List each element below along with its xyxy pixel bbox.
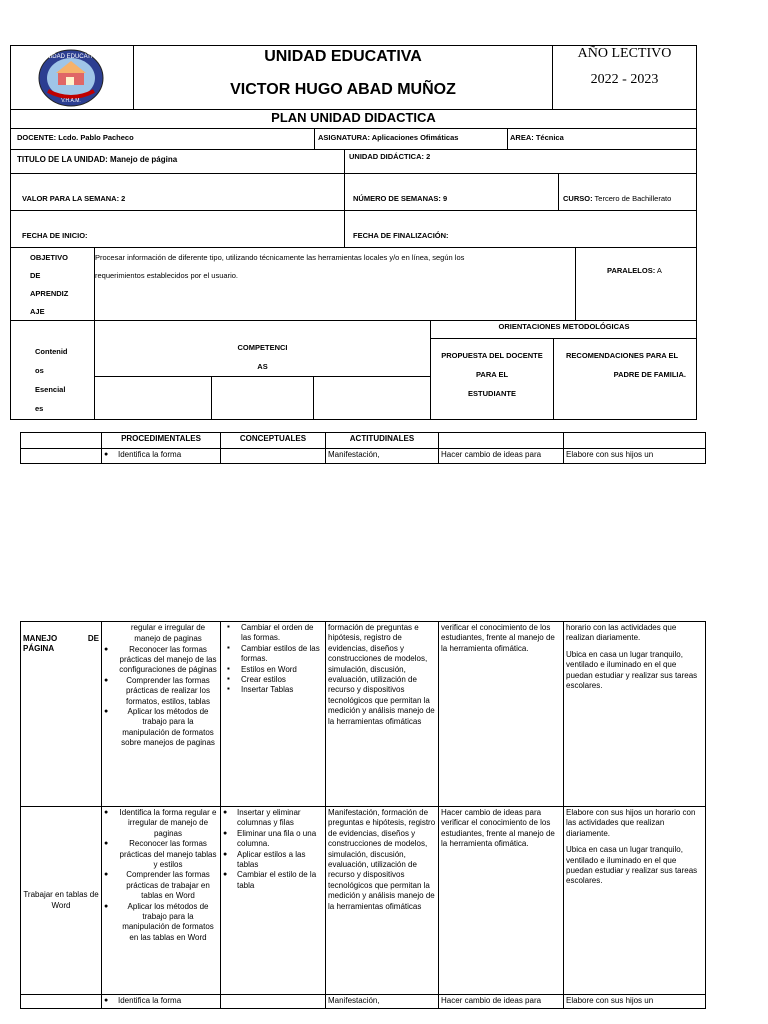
header-actitudinales: ACTITUDINALES (326, 433, 439, 449)
empty-header (21, 433, 102, 449)
divider (507, 128, 508, 150)
table-cell (102, 995, 221, 1009)
titulo-label: TITULO DE LA UNIDAD: (17, 155, 108, 164)
list-item: ● Eliminar una fila o una columna. (223, 829, 323, 850)
header-conceptuales: CONCEPTUALES (221, 433, 326, 449)
orientaciones-label: ORIENTACIONES METODOLÓGICAS (498, 322, 630, 331)
content-cell: MANEJO DE PÁGINA (21, 622, 102, 807)
list-item: ● Aplicar los métodos de trabajo para la manipulación de formatos en las tablas en Word (104, 902, 218, 944)
conc-cell (221, 807, 326, 995)
table-cell: Elabore con sus hijos un (564, 449, 706, 464)
list-item: ● Identifica la forma (104, 450, 218, 460)
list-item: ▪ Cambiar estilos de las formas. (223, 644, 323, 665)
table-row (21, 807, 706, 995)
competencias-label: COMPETENCI AS (237, 343, 288, 371)
list-item: ● Cambiar el estilo de la tabla (223, 870, 323, 891)
conc-cell (221, 622, 326, 807)
objetivo-label: OBJETIVO DE APRENDIZ AJE (30, 253, 69, 316)
svg-text:UNIDAD EDUCATIVA: UNIDAD EDUCATIVA (41, 54, 101, 60)
list-item: ● Aplicar estilos a las tablas (223, 850, 323, 871)
table-cell (21, 995, 102, 1009)
plan-title: PLAN UNIDAD DIDACTICA (10, 109, 697, 129)
logo-cell (10, 45, 134, 110)
year-value: 2022 - 2023 (590, 72, 659, 87)
divider (314, 128, 315, 150)
recom-cell: horario con las actividades que realizan diariamente. Ubica en casa un lugar tranquilo, ventilado e iluminado en el que puedan estudiar y realizar sus tareas escolares. (564, 622, 706, 807)
numero-semanas: NÚMERO DE SEMANAS: 9 (353, 194, 448, 203)
divider (94, 320, 95, 420)
fecha-fin: FECHA DE FINALIZACIÓN: (353, 231, 449, 240)
propuesta-cell: Hacer cambio de ideas para verificar el conocimiento de los estudiantes, frente al manejo de la herramienta ofimática. (439, 807, 564, 995)
table-cell: Hacer cambio de ideas para (439, 995, 564, 1009)
titulo-unidad (17, 155, 177, 166)
table-cell (21, 449, 102, 464)
list-item: ● Insertar y eliminar columnas y filas (223, 808, 323, 829)
header-procedimentales: PROCEDIMENTALES (102, 433, 221, 449)
fecha-inicio: FECHA DE INICIO: (22, 231, 88, 240)
institution-line1: UNIDAD EDUCATIVA (264, 48, 422, 65)
table-cell (221, 995, 326, 1009)
list-item: ▪ Estilos en Word (223, 665, 323, 675)
list-item: ▪ Cambiar el orden de las formas. (223, 623, 323, 644)
proc-cell (102, 807, 221, 995)
propuesta-cell: verificar el conocimiento de los estudiantes, frente al manejo de la herramienta ofimática. (439, 622, 564, 807)
divider (313, 376, 314, 420)
unidad-didactica: UNIDAD DIDÁCTICA: 2 (349, 152, 431, 161)
institution-line2: VICTOR HUGO ABAD MUÑOZ (230, 81, 456, 98)
content-cell: Trabajar en tablas de Word (21, 807, 102, 995)
empty-header (439, 433, 564, 449)
recom-cell: Elabore con sus hijos un horario con las actividades que realizan diariamente. Ubica en casa un lugar tranquilo, ventilado e iluminado en el que puedan estudiar y realizar sus tareas escolares. (564, 807, 706, 995)
table-row (21, 622, 706, 807)
table-row (21, 995, 706, 1009)
divider (344, 210, 345, 248)
valor-row (10, 173, 697, 211)
table-cell: Manifestación, (326, 995, 439, 1009)
table-cell (102, 449, 221, 464)
list-item: ● Comprender las formas prácticas de realizar los formatos, estilos, tablas (104, 676, 218, 707)
propuesta-label: PROPUESTA DEL DOCENTE PARA EL ESTUDIANTE (441, 351, 543, 398)
list-item: ● Identifica la forma regular e irregular de manejo de paginas (104, 808, 218, 839)
divider (344, 149, 345, 174)
curso-label: CURSO: (563, 194, 593, 203)
competencias-table-top (20, 432, 706, 464)
divider (575, 247, 576, 321)
objetivo-text: Procesar información de diferente tipo, utilizando técnicamente las herramientas locales y/o en línea, según los requerimientos establecidos por el usuario. (95, 253, 465, 280)
proc-cell (102, 622, 221, 807)
list-item: ● Identifica la forma (104, 996, 218, 1006)
titulo-value: Manejo de página (110, 155, 178, 164)
paralelos-value: A (656, 266, 662, 275)
table-cell: Elabore con sus hijos un (564, 995, 706, 1009)
competencias-table-bottom (20, 621, 706, 1009)
asignatura: ASIGNATURA: Aplicaciones Ofimáticas (318, 133, 459, 142)
empty-header (564, 433, 706, 449)
paralelos-label: PARALELOS: (607, 266, 656, 275)
divider (430, 338, 697, 339)
fecha-row (10, 210, 697, 248)
table-cell (221, 449, 326, 464)
list-item: ● Reconocer las formas prácticas del manejo tablas y estilos (104, 839, 218, 870)
contenidos-label: Contenid os Esencial es (35, 347, 68, 413)
list-item: ● Aplicar los métodos de trabajo para la manipulación de formatos sobre manejos de paginas (104, 707, 218, 749)
actit-cell: Manifestación, formación de preguntas e hipótesis, registro de evidencias, diseños y construcciones de modelos, simulación, discusión, evaluación, utilización de recurso y dispositivos tecnológicos que permitan la medición y análisis manejo de la herramientas ofimáticas (326, 807, 439, 995)
recomendaciones-label: RECOMENDACIONES PARA EL PADRE DE FAMILIA. (566, 351, 686, 379)
school-logo (36, 47, 106, 109)
divider (558, 173, 559, 211)
paralelos (607, 266, 662, 276)
curso-value: Tercero de Bachillerato (594, 194, 672, 203)
list-item: regular e irregular de manejo de paginas (130, 623, 206, 643)
area: AREA: Técnica (510, 133, 564, 142)
list-item: ● Comprender las formas prácticas de trabajar en tablas en Word (104, 870, 218, 901)
valor-semana: VALOR PARA LA SEMANA: 2 (22, 194, 126, 203)
divider (344, 173, 345, 211)
year-label: AÑO LECTIVO (577, 46, 672, 61)
list-item: ● Reconocer las formas prácticas del manejo de las configuraciones de páginas (104, 645, 218, 676)
docente: DOCENTE: Lcdo. Pablo Pacheco (17, 133, 134, 142)
divider (94, 376, 431, 377)
divider (553, 338, 554, 420)
actit-cell: formación de preguntas e hipótesis, registro de evidencias, diseños y construcciones de modelos, simulación, discusión, evaluación, utilización de recurso y dispositivos tecnológicos que permitan la medición y análisis manejo de la herramientas ofimáticas (326, 622, 439, 807)
svg-text:V.H.A.M.: V.H.A.M. (61, 98, 81, 104)
divider (211, 376, 212, 420)
table-cell: Hacer cambio de ideas para (439, 449, 564, 464)
table-cell: Manifestación, (326, 449, 439, 464)
list-item: ▪ Insertar Tablas (223, 685, 323, 695)
list-item: ▪ Crear estilos (223, 675, 323, 685)
curso (563, 194, 671, 204)
